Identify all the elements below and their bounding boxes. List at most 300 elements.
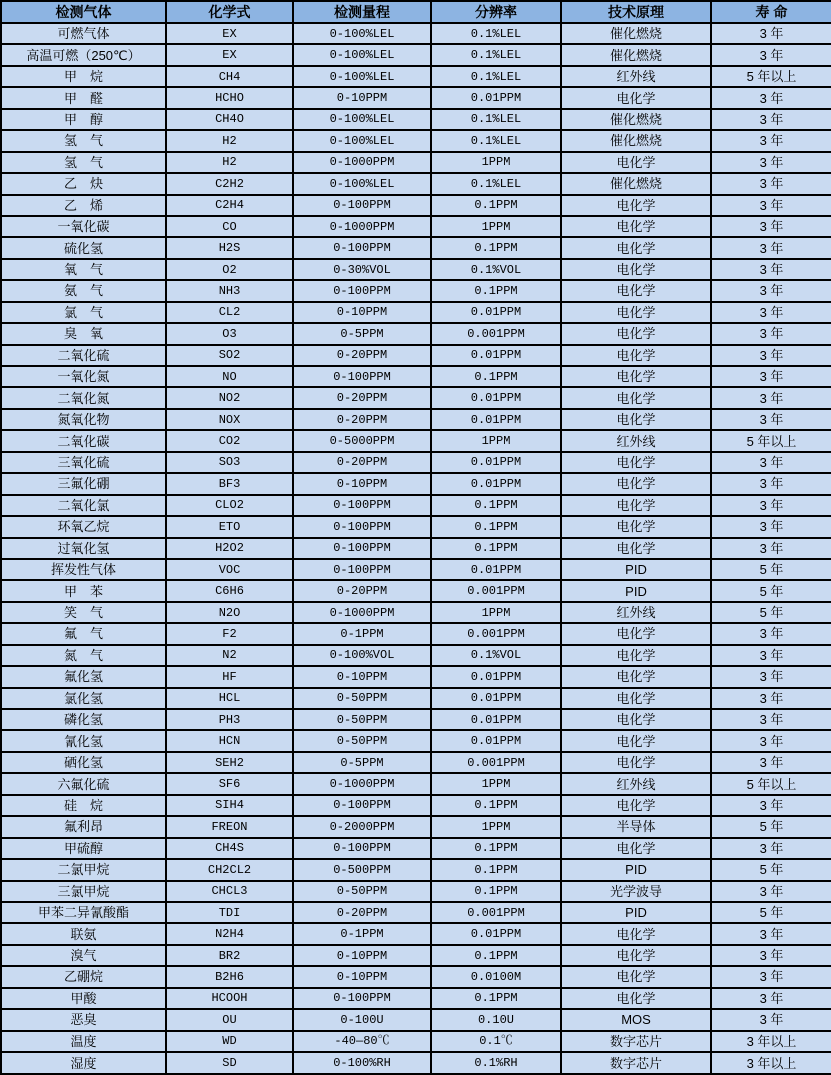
table-row — [1, 795, 831, 816]
detection-range-cell: 0-20PPM — [293, 345, 431, 366]
detection-range-cell: 0-100PPM — [293, 237, 431, 258]
table-row — [1, 923, 831, 944]
gas-name-cell: 乙硼烷 — [1, 966, 166, 987]
detection-range-cell: -40—80℃ — [293, 1031, 431, 1052]
technology-cell: 电化学 — [561, 623, 711, 644]
detection-range-cell: 0-10PPM — [293, 966, 431, 987]
detection-range-cell: 0-100PPM — [293, 538, 431, 559]
gas-name-cell: 臭 氧 — [1, 323, 166, 344]
resolution-cell: 0.1%VOL — [431, 645, 561, 666]
technology-cell: 红外线 — [561, 66, 711, 87]
table-row — [1, 516, 831, 537]
table-row — [1, 87, 831, 108]
resolution-cell: 0.01PPM — [431, 345, 561, 366]
technology-cell: 电化学 — [561, 730, 711, 751]
detection-range-cell: 0-10PPM — [293, 666, 431, 687]
lifespan-cell: 3 年 — [711, 387, 831, 408]
chemical-formula-cell: N2 — [166, 645, 293, 666]
technology-cell: 电化学 — [561, 966, 711, 987]
technology-cell: PID — [561, 859, 711, 880]
detection-range-cell: 0-100U — [293, 1009, 431, 1030]
chemical-formula-cell: O3 — [166, 323, 293, 344]
chemical-formula-cell: F2 — [166, 623, 293, 644]
gas-name-cell: 氟化氢 — [1, 666, 166, 687]
lifespan-cell: 5 年以上 — [711, 66, 831, 87]
chemical-formula-cell: CO2 — [166, 430, 293, 451]
gas-name-cell: 二氧化氮 — [1, 387, 166, 408]
table-row — [1, 109, 831, 130]
lifespan-cell: 3 年 — [711, 302, 831, 323]
detection-range-cell: 0-20PPM — [293, 409, 431, 430]
resolution-cell: 0.0100M — [431, 966, 561, 987]
detection-range-cell: 0-100PPM — [293, 195, 431, 216]
chemical-formula-cell: HCN — [166, 730, 293, 751]
table-row — [1, 237, 831, 258]
chemical-formula-cell: H2S — [166, 237, 293, 258]
technology-cell: 电化学 — [561, 195, 711, 216]
lifespan-cell: 3 年 — [711, 538, 831, 559]
lifespan-cell: 3 年 — [711, 795, 831, 816]
table-row — [1, 430, 831, 451]
detection-range-cell: 0-20PPM — [293, 902, 431, 923]
table-row — [1, 280, 831, 301]
resolution-cell: 0.1PPM — [431, 988, 561, 1009]
resolution-cell: 0.1%LEL — [431, 44, 561, 65]
table-row — [1, 1031, 831, 1052]
detection-range-cell: 0-10PPM — [293, 87, 431, 108]
resolution-cell: 0.001PPM — [431, 323, 561, 344]
table-row — [1, 902, 831, 923]
gas-name-cell: 三氟化硼 — [1, 473, 166, 494]
gas-name-cell: 氮 气 — [1, 645, 166, 666]
table-row — [1, 645, 831, 666]
chemical-formula-cell: TDI — [166, 902, 293, 923]
chemical-formula-cell: ETO — [166, 516, 293, 537]
table-row — [1, 452, 831, 473]
resolution-cell: 0.10U — [431, 1009, 561, 1030]
detection-range-cell: 0-100%LEL — [293, 23, 431, 44]
gas-name-cell: 挥发性气体 — [1, 559, 166, 580]
lifespan-cell: 3 年 — [711, 923, 831, 944]
gas-name-cell: 温度 — [1, 1031, 166, 1052]
resolution-cell: 1PPM — [431, 152, 561, 173]
table-row — [1, 152, 831, 173]
gas-name-cell: 恶臭 — [1, 1009, 166, 1030]
technology-cell: 数字芯片 — [561, 1052, 711, 1074]
technology-cell: 电化学 — [561, 795, 711, 816]
gas-name-cell: 环氧乙烷 — [1, 516, 166, 537]
table-row — [1, 387, 831, 408]
resolution-cell: 0.1PPM — [431, 495, 561, 516]
detection-range-cell: 0-100PPM — [293, 495, 431, 516]
resolution-cell: 0.1PPM — [431, 881, 561, 902]
technology-cell: 电化学 — [561, 452, 711, 473]
detection-range-cell: 0-5PPM — [293, 752, 431, 773]
gas-name-cell: 氮氧化物 — [1, 409, 166, 430]
resolution-cell: 0.001PPM — [431, 752, 561, 773]
lifespan-cell: 3 年 — [711, 881, 831, 902]
lifespan-cell: 5 年 — [711, 580, 831, 601]
resolution-cell: 1PPM — [431, 773, 561, 794]
gas-name-cell: 磷化氢 — [1, 709, 166, 730]
table-row — [1, 559, 831, 580]
resolution-cell: 0.01PPM — [431, 923, 561, 944]
lifespan-cell: 3 年 — [711, 323, 831, 344]
detection-range-cell: 0-50PPM — [293, 688, 431, 709]
lifespan-cell: 3 年 — [711, 452, 831, 473]
chemical-formula-cell: OU — [166, 1009, 293, 1030]
technology-cell: 电化学 — [561, 409, 711, 430]
lifespan-cell: 3 年 — [711, 473, 831, 494]
gas-name-cell: 氯 气 — [1, 302, 166, 323]
lifespan-cell: 3 年 — [711, 152, 831, 173]
table-row — [1, 709, 831, 730]
lifespan-cell: 3 年 — [711, 752, 831, 773]
technology-cell: 电化学 — [561, 838, 711, 859]
lifespan-cell: 3 年 — [711, 709, 831, 730]
resolution-cell: 0.01PPM — [431, 302, 561, 323]
technology-cell: 电化学 — [561, 259, 711, 280]
column-header-resolution: 分辨率 — [431, 1, 561, 23]
lifespan-cell: 5 年 — [711, 902, 831, 923]
lifespan-cell: 3 年以上 — [711, 1052, 831, 1074]
chemical-formula-cell: FREON — [166, 816, 293, 837]
chemical-formula-cell: B2H6 — [166, 966, 293, 987]
gas-name-cell: 甲苯二异氰酸酯 — [1, 902, 166, 923]
technology-cell: 电化学 — [561, 645, 711, 666]
chemical-formula-cell: C2H2 — [166, 173, 293, 194]
table-row — [1, 988, 831, 1009]
column-header-detection-range: 检测量程 — [293, 1, 431, 23]
table-row — [1, 623, 831, 644]
technology-cell: 电化学 — [561, 516, 711, 537]
table-row — [1, 23, 831, 44]
detection-range-cell: 0-5000PPM — [293, 430, 431, 451]
gas-name-cell: 二氧化硫 — [1, 345, 166, 366]
chemical-formula-cell: PH3 — [166, 709, 293, 730]
resolution-cell: 0.1%LEL — [431, 173, 561, 194]
chemical-formula-cell: WD — [166, 1031, 293, 1052]
chemical-formula-cell: N2H4 — [166, 923, 293, 944]
detection-range-cell: 0-50PPM — [293, 881, 431, 902]
technology-cell: 电化学 — [561, 923, 711, 944]
technology-cell: 电化学 — [561, 87, 711, 108]
resolution-cell: 0.1%RH — [431, 1052, 561, 1074]
chemical-formula-cell: C2H4 — [166, 195, 293, 216]
gas-name-cell: 氨 气 — [1, 280, 166, 301]
resolution-cell: 0.1%LEL — [431, 66, 561, 87]
lifespan-cell: 3 年 — [711, 645, 831, 666]
column-header-technology: 技术原理 — [561, 1, 711, 23]
lifespan-cell: 5 年以上 — [711, 773, 831, 794]
lifespan-cell: 3 年以上 — [711, 1031, 831, 1052]
chemical-formula-cell: SD — [166, 1052, 293, 1074]
technology-cell: 电化学 — [561, 345, 711, 366]
chemical-formula-cell: CH4 — [166, 66, 293, 87]
column-header-gas-name: 检测气体 — [1, 1, 166, 23]
table-row — [1, 66, 831, 87]
resolution-cell: 0.01PPM — [431, 709, 561, 730]
chemical-formula-cell: CH2CL2 — [166, 859, 293, 880]
resolution-cell: 0.1PPM — [431, 237, 561, 258]
technology-cell: 催化燃烧 — [561, 44, 711, 65]
resolution-cell: 0.01PPM — [431, 666, 561, 687]
table-row — [1, 602, 831, 623]
gas-name-cell: 二氧化碳 — [1, 430, 166, 451]
detection-range-cell: 0-100PPM — [293, 988, 431, 1009]
resolution-cell: 0.1%LEL — [431, 130, 561, 151]
table-row — [1, 816, 831, 837]
detection-range-cell: 0-100PPM — [293, 838, 431, 859]
table-row — [1, 688, 831, 709]
lifespan-cell: 3 年 — [711, 988, 831, 1009]
table-row — [1, 495, 831, 516]
chemical-formula-cell: HCL — [166, 688, 293, 709]
gas-name-cell: 氧 气 — [1, 259, 166, 280]
resolution-cell: 0.01PPM — [431, 688, 561, 709]
gas-name-cell: 氢 气 — [1, 152, 166, 173]
lifespan-cell: 5 年 — [711, 816, 831, 837]
technology-cell: 催化燃烧 — [561, 109, 711, 130]
table-row — [1, 195, 831, 216]
detection-range-cell: 0-50PPM — [293, 709, 431, 730]
gas-name-cell: 硅 烷 — [1, 795, 166, 816]
gas-name-cell: 硒化氢 — [1, 752, 166, 773]
technology-cell: PID — [561, 559, 711, 580]
resolution-cell: 1PPM — [431, 602, 561, 623]
detection-range-cell: 0-1000PPM — [293, 152, 431, 173]
table-row — [1, 366, 831, 387]
chemical-formula-cell: HCHO — [166, 87, 293, 108]
lifespan-cell: 3 年 — [711, 87, 831, 108]
detection-range-cell: 0-100%VOL — [293, 645, 431, 666]
technology-cell: 红外线 — [561, 430, 711, 451]
resolution-cell: 0.1%LEL — [431, 109, 561, 130]
table-row — [1, 216, 831, 237]
table-row — [1, 1052, 831, 1074]
table-row — [1, 323, 831, 344]
gas-name-cell: 高温可燃（250℃） — [1, 44, 166, 65]
technology-cell: 电化学 — [561, 366, 711, 387]
technology-cell: 电化学 — [561, 323, 711, 344]
table-body — [1, 23, 831, 1074]
detection-range-cell: 0-100%LEL — [293, 173, 431, 194]
table-row — [1, 945, 831, 966]
gas-name-cell: 过氧化氢 — [1, 538, 166, 559]
resolution-cell: 0.01PPM — [431, 730, 561, 751]
lifespan-cell: 3 年 — [711, 966, 831, 987]
table-header — [1, 1, 831, 23]
detection-range-cell: 0-10PPM — [293, 302, 431, 323]
chemical-formula-cell: HCOOH — [166, 988, 293, 1009]
resolution-cell: 0.01PPM — [431, 387, 561, 408]
chemical-formula-cell: VOC — [166, 559, 293, 580]
detection-range-cell: 0-500PPM — [293, 859, 431, 880]
chemical-formula-cell: NOX — [166, 409, 293, 430]
resolution-cell: 0.01PPM — [431, 473, 561, 494]
chemical-formula-cell: NO — [166, 366, 293, 387]
chemical-formula-cell: SEH2 — [166, 752, 293, 773]
lifespan-cell: 3 年 — [711, 237, 831, 258]
lifespan-cell: 3 年 — [711, 259, 831, 280]
lifespan-cell: 3 年 — [711, 495, 831, 516]
resolution-cell: 0.1PPM — [431, 366, 561, 387]
detection-range-cell: 0-100%LEL — [293, 66, 431, 87]
lifespan-cell: 5 年以上 — [711, 430, 831, 451]
header-row — [1, 1, 831, 23]
table-row — [1, 130, 831, 151]
lifespan-cell: 5 年 — [711, 559, 831, 580]
chemical-formula-cell: C6H6 — [166, 580, 293, 601]
gas-name-cell: 乙 烯 — [1, 195, 166, 216]
lifespan-cell: 3 年 — [711, 23, 831, 44]
resolution-cell: 0.01PPM — [431, 452, 561, 473]
gas-name-cell: 一氧化氮 — [1, 366, 166, 387]
gas-name-cell: 甲 醛 — [1, 87, 166, 108]
gas-name-cell: 氟利昂 — [1, 816, 166, 837]
lifespan-cell: 3 年 — [711, 945, 831, 966]
gas-name-cell: 甲 烷 — [1, 66, 166, 87]
technology-cell: 电化学 — [561, 945, 711, 966]
detection-range-cell: 0-100PPM — [293, 795, 431, 816]
resolution-cell: 0.1PPM — [431, 280, 561, 301]
table-row — [1, 44, 831, 65]
technology-cell: PID — [561, 580, 711, 601]
detection-range-cell: 0-100%LEL — [293, 130, 431, 151]
detection-range-cell: 0-30%VOL — [293, 259, 431, 280]
chemical-formula-cell: CL2 — [166, 302, 293, 323]
detection-range-cell: 0-100PPM — [293, 280, 431, 301]
technology-cell: 电化学 — [561, 752, 711, 773]
technology-cell: PID — [561, 902, 711, 923]
technology-cell: 催化燃烧 — [561, 23, 711, 44]
lifespan-cell: 3 年 — [711, 730, 831, 751]
gas-name-cell: 联氨 — [1, 923, 166, 944]
resolution-cell: 0.1PPM — [431, 945, 561, 966]
chemical-formula-cell: HF — [166, 666, 293, 687]
gas-name-cell: 甲 醇 — [1, 109, 166, 130]
detection-range-cell: 0-100PPM — [293, 559, 431, 580]
lifespan-cell: 5 年 — [711, 859, 831, 880]
technology-cell: 电化学 — [561, 152, 711, 173]
gas-name-cell: 可燃气体 — [1, 23, 166, 44]
technology-cell: 红外线 — [561, 773, 711, 794]
detection-range-cell: 0-50PPM — [293, 730, 431, 751]
chemical-formula-cell: BF3 — [166, 473, 293, 494]
table-row — [1, 473, 831, 494]
detection-range-cell: 0-5PPM — [293, 323, 431, 344]
table-row — [1, 966, 831, 987]
technology-cell: 光学波导 — [561, 881, 711, 902]
table-row — [1, 730, 831, 751]
detection-range-cell: 0-100%LEL — [293, 44, 431, 65]
resolution-cell: 0.001PPM — [431, 623, 561, 644]
chemical-formula-cell: NH3 — [166, 280, 293, 301]
table-row — [1, 173, 831, 194]
gas-name-cell: 甲酸 — [1, 988, 166, 1009]
lifespan-cell: 3 年 — [711, 688, 831, 709]
detection-range-cell: 0-100%RH — [293, 1052, 431, 1074]
technology-cell: 电化学 — [561, 495, 711, 516]
table-row — [1, 881, 831, 902]
resolution-cell: 0.1PPM — [431, 516, 561, 537]
gas-name-cell: 二氯甲烷 — [1, 859, 166, 880]
technology-cell: 催化燃烧 — [561, 130, 711, 151]
resolution-cell: 0.001PPM — [431, 580, 561, 601]
technology-cell: 红外线 — [561, 602, 711, 623]
chemical-formula-cell: SF6 — [166, 773, 293, 794]
resolution-cell: 0.1%VOL — [431, 259, 561, 280]
chemical-formula-cell: H2 — [166, 130, 293, 151]
table-row — [1, 345, 831, 366]
gas-name-cell: 笑 气 — [1, 602, 166, 623]
table-row — [1, 302, 831, 323]
chemical-formula-cell: BR2 — [166, 945, 293, 966]
technology-cell: 电化学 — [561, 473, 711, 494]
detection-range-cell: 0-1000PPM — [293, 216, 431, 237]
chemical-formula-cell: CLO2 — [166, 495, 293, 516]
gas-name-cell: 乙 炔 — [1, 173, 166, 194]
chemical-formula-cell: CH4S — [166, 838, 293, 859]
gas-name-cell: 三氧化硫 — [1, 452, 166, 473]
technology-cell: 电化学 — [561, 688, 711, 709]
detection-range-cell: 0-1000PPM — [293, 773, 431, 794]
lifespan-cell: 3 年 — [711, 44, 831, 65]
gas-name-cell: 二氧化氯 — [1, 495, 166, 516]
technology-cell: 电化学 — [561, 387, 711, 408]
chemical-formula-cell: O2 — [166, 259, 293, 280]
resolution-cell: 1PPM — [431, 430, 561, 451]
technology-cell: 电化学 — [561, 988, 711, 1009]
resolution-cell: 0.1PPM — [431, 195, 561, 216]
detection-range-cell: 0-100%LEL — [293, 109, 431, 130]
gas-name-cell: 氢 气 — [1, 130, 166, 151]
table-row — [1, 838, 831, 859]
detection-range-cell: 0-10PPM — [293, 945, 431, 966]
gas-name-cell: 六氟化硫 — [1, 773, 166, 794]
chemical-formula-cell: CHCL3 — [166, 881, 293, 902]
detection-range-cell: 0-1PPM — [293, 623, 431, 644]
technology-cell: 电化学 — [561, 216, 711, 237]
gas-name-cell: 湿度 — [1, 1052, 166, 1074]
resolution-cell: 0.1PPM — [431, 538, 561, 559]
detection-range-cell: 0-100PPM — [293, 516, 431, 537]
table-row — [1, 666, 831, 687]
lifespan-cell: 3 年 — [711, 216, 831, 237]
technology-cell: 电化学 — [561, 302, 711, 323]
chemical-formula-cell: SO2 — [166, 345, 293, 366]
chemical-formula-cell: H2 — [166, 152, 293, 173]
resolution-cell: 1PPM — [431, 216, 561, 237]
table-row — [1, 409, 831, 430]
detection-range-cell: 0-20PPM — [293, 580, 431, 601]
detection-range-cell: 0-1PPM — [293, 923, 431, 944]
technology-cell: 电化学 — [561, 538, 711, 559]
lifespan-cell: 3 年 — [711, 409, 831, 430]
gas-name-cell: 甲硫醇 — [1, 838, 166, 859]
detection-range-cell: 0-10PPM — [293, 473, 431, 494]
gas-name-cell: 氯化氢 — [1, 688, 166, 709]
chemical-formula-cell: EX — [166, 44, 293, 65]
technology-cell: 半导体 — [561, 816, 711, 837]
resolution-cell: 0.1PPM — [431, 859, 561, 880]
table-row — [1, 752, 831, 773]
lifespan-cell: 5 年 — [711, 602, 831, 623]
chemical-formula-cell: EX — [166, 23, 293, 44]
chemical-formula-cell: CH4O — [166, 109, 293, 130]
gas-name-cell: 氰化氢 — [1, 730, 166, 751]
table-row — [1, 580, 831, 601]
